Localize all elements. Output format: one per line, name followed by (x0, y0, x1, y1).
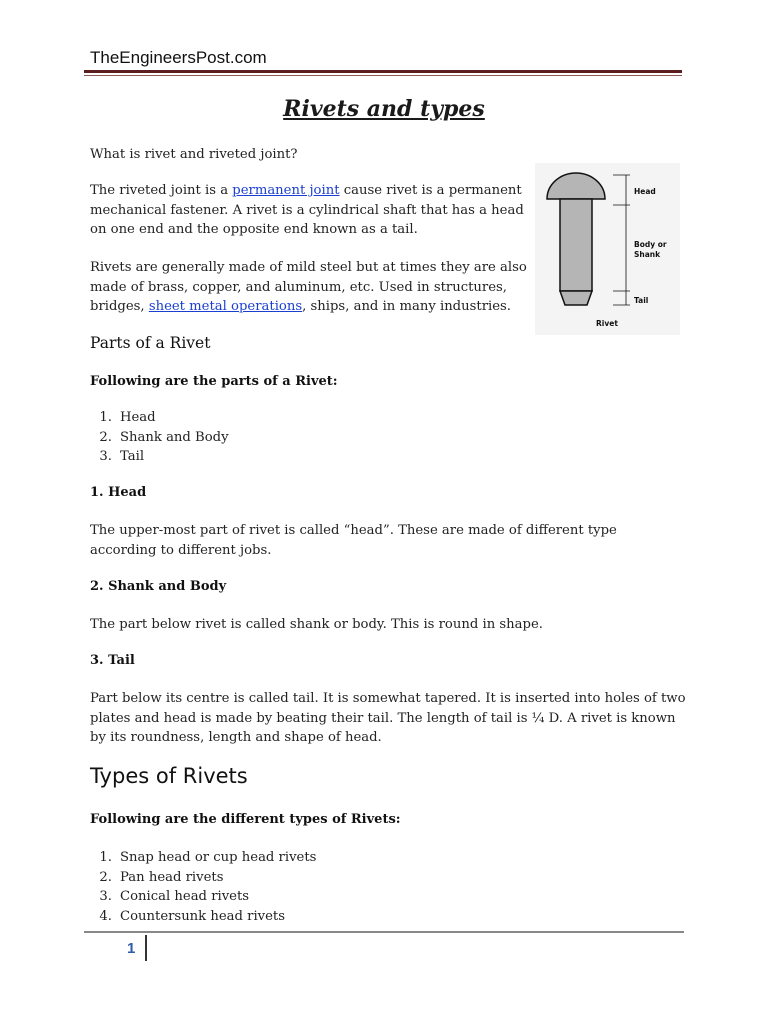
list-item: 1. Snap head or cup head rivets (99, 850, 317, 865)
types-intro: Following are the different types of Rivets: (90, 812, 401, 827)
p1-line2: mechanical fastener. A rivet is a cylindrical shaft that has a head (90, 202, 524, 218)
parts-intro: Following are the parts of a Rivet: (90, 374, 338, 389)
list-item: 2. Shank and Body (99, 429, 229, 445)
list-item: 2. Pan head rivets (99, 869, 224, 885)
list-item: 3. Tail (99, 449, 145, 464)
section-shank-heading: 2. Shank and Body (90, 579, 227, 594)
page-title-wrap (0, 96, 768, 122)
header-rule (84, 70, 682, 73)
site-name: TheEngineersPost.com (90, 48, 267, 67)
page-number-divider (145, 935, 147, 961)
section-shank-text: The part below rivet is called shank or body. This is round in shape. (90, 617, 543, 632)
parts-heading: Parts of a Rivet (90, 334, 211, 352)
footer-rule (84, 931, 684, 933)
p2-line1: Rivets are generally made of mild steel but at times they are also (90, 260, 527, 275)
label-body: Body or (634, 240, 667, 249)
list-item: 1. Head (99, 410, 156, 425)
permanent-joint-link[interactable]: permanent joint (232, 183, 340, 198)
types-heading: Types of Rivets (90, 764, 248, 788)
p2-text-2: , ships, and in many industries. (302, 299, 511, 314)
p2-line2: made of brass, copper, and aluminum, etc. Used in structures, (90, 279, 507, 295)
intro-question: What is rivet and riveted joint? (90, 147, 298, 162)
label-shank: Shank (634, 250, 661, 259)
paragraph-2 (90, 258, 530, 317)
p1-text-2: cause rivet is a permanent (339, 183, 522, 198)
sheet-metal-link[interactable]: sheet metal operations (148, 299, 303, 314)
page-number: 1 (127, 940, 136, 957)
label-tail: Tail (634, 296, 649, 305)
page-title: Rivets and types (283, 96, 485, 122)
types-list (90, 848, 316, 926)
list-item: 3. Conical head rivets (99, 889, 250, 904)
header-rule-thin (84, 75, 682, 76)
list-item: 4. Countersunk head rivets (99, 908, 285, 924)
p2-text: bridges, (90, 299, 149, 314)
section-tail-heading: 3. Tail (90, 653, 135, 668)
rivet-diagram (535, 163, 680, 335)
p1-text: The riveted joint is a (90, 183, 233, 198)
paragraph-1 (90, 181, 530, 240)
p1-line3: on one end and the opposite end known as a tail. (90, 222, 418, 237)
section-head-text: The upper-most part of rivet is called “head”. These are made of different type according to different jobs. (90, 523, 617, 558)
label-rivet: Rivet (596, 319, 618, 328)
section-tail-text: Part below its centre is called tail. It is somewhat tapered. It is inserted into holes of two plates and head is made by beating their tail. The length of tail is ¼ D. A rivet is known by its roundness, length and shape of head. (90, 691, 686, 745)
parts-list (90, 408, 229, 467)
section-head-heading: 1. Head (90, 485, 147, 500)
label-head: Head (634, 187, 656, 196)
